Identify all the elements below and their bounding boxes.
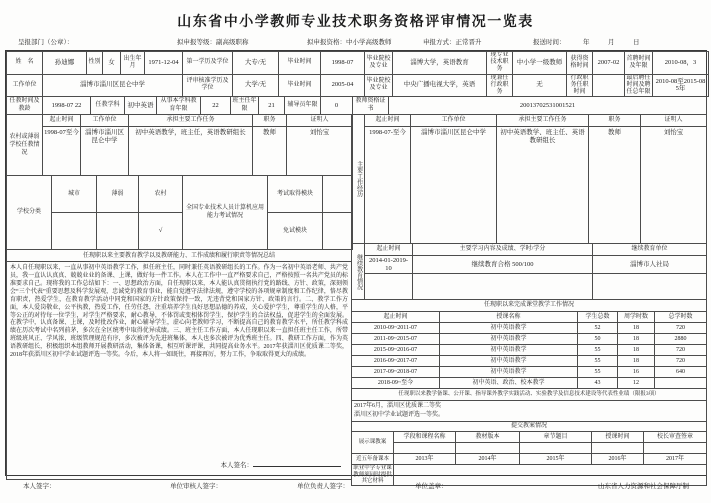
first-hire-label: 首聘时间及年限 (625, 52, 653, 75)
report-dept-label: 呈报部门（公章）： (18, 39, 74, 46)
grad-time2-label: 毕业时间 (279, 74, 321, 97)
year-2014: 2014年 (456, 454, 520, 465)
name-value: 孙迪娜 (43, 52, 87, 75)
birth-label: 出生年月 (121, 52, 145, 75)
lp-col-time: 授课时间 (592, 432, 644, 443)
achievements-header: 任现职以来教学备课、公开课、指导课外教学实践活动、实验教学及信息技术建设等代表性业绩（限报3项） (352, 389, 707, 401)
self-signature-line (221, 460, 342, 469)
main-form (5, 50, 707, 485)
signature-blank (253, 460, 341, 467)
gender-label: 性别 (87, 52, 103, 75)
rural-post: 教师 (253, 127, 287, 176)
approved-degree-value: 大学/无 (233, 74, 279, 97)
college1-value: 淄博大学，英语教育 (393, 52, 487, 75)
wh-period: 1998-07-至今 (365, 127, 411, 244)
lp-col-chapter: 章节题目 (520, 432, 592, 443)
ce-empty-3 (593, 274, 707, 300)
weak-check-cell (97, 213, 139, 250)
meta-row (0, 37, 711, 47)
lp-empty-1 (394, 443, 456, 454)
footer-self-sign: 本人签字： (23, 483, 56, 490)
first-degree-label: 第一学历及学位 (183, 52, 233, 75)
ce-empty-1 (365, 274, 413, 300)
ce-col-period: 起止时间 (365, 244, 413, 256)
first-hire-value: 2010-08，3 (653, 52, 709, 75)
college2-value: 中央广播电视大学，英语 (393, 74, 487, 97)
vocational-label: 职业中学专业课教师须同时提供其它材料 (353, 465, 392, 485)
basic-row-2 (6, 74, 709, 98)
form-panels (6, 114, 706, 485)
lp-empty-5 (644, 443, 707, 454)
counselor-years-label: 辅导员年限 (285, 97, 321, 115)
wh-witness: 刘怡宝 (641, 127, 707, 244)
rural-col-task: 承担主要工作任务 (129, 115, 253, 127)
continuing-ed-section (351, 243, 707, 300)
school-class-rural: 农村 (139, 176, 183, 213)
subject-label: 任教学科 (91, 97, 125, 115)
exam-module-value (323, 176, 353, 213)
footer-made-by: 山东省人力资源和社会保障厅制 (598, 483, 689, 490)
cert-number: 20013702531001521 (389, 97, 707, 115)
declare-qualification: 拟申报资格：中小学高级教师 (307, 39, 392, 46)
achievement-line-2: 淄川区初中学业试题评选一等奖。 (354, 412, 445, 419)
subject-years-label: 从事本学科教育年限 (157, 97, 201, 115)
t-col-period: 起止时间 (352, 312, 440, 323)
grad-time2-value: 2005-04 (321, 74, 365, 97)
year-2015: 2015年 (520, 454, 592, 465)
achievement-line-1: 2017年6月，淄川区优质课二等奖 (354, 403, 442, 410)
wh-col-period: 起止时间 (365, 115, 411, 127)
teaching-row: 2017-09~2018-07 初中英语教学 55 16 640 (352, 367, 707, 378)
headteacher-years-value: 21 (259, 97, 285, 115)
work-unit-label: 工作单位 (7, 74, 43, 97)
approved-degree-label: 评审核准学历及学位 (183, 74, 233, 97)
rural-col-period: 起止时间 (43, 115, 81, 127)
teaching-section (351, 299, 707, 389)
admin-time-value (593, 74, 625, 97)
birth-value: 1971-12-04 (145, 52, 183, 75)
ce-content: 继续教育合格 500/100 (413, 256, 593, 274)
ce-period: 2014-01-2019-10 (365, 256, 413, 274)
exempt-module-value (323, 213, 353, 250)
declare-method: 申报方式：正常晋升 (423, 39, 482, 46)
rural-check-mark: √ (139, 213, 183, 250)
lesson-plans-header: 提交教案情况 (352, 422, 707, 432)
cert-label: 教师资格证书 (353, 97, 389, 115)
achievements-section (351, 388, 707, 422)
teaching-header: 任现职以来完成课堂教学工作情况 (352, 300, 707, 312)
admin-post-label: 现兼任行政职务 (487, 74, 513, 97)
rural-col-post: 职务 (253, 115, 287, 127)
subject-years-value: 22 (201, 97, 231, 115)
lp-col-stage: 学段和课程名称 (394, 432, 456, 443)
counselor-years-value: 0 (321, 97, 353, 115)
left-panel (6, 114, 352, 482)
teach-time-label: 任教时间及教龄 (7, 97, 43, 115)
rural-teaching-section (6, 114, 353, 176)
year-2017: 2017年 (644, 454, 707, 465)
last-hire-value: 2010-08至2015-08 5年 (653, 74, 709, 97)
work-unit-value: 淄博市淄川区昆仑中学 (43, 74, 183, 97)
year-2016: 2016年 (592, 454, 644, 465)
work-history-label: 主要工作经历 (352, 115, 365, 244)
teaching-row: 2018-09~至今 初中英语、政治、校本教学 43 12 (352, 378, 707, 389)
footer-unit-seal: 单位盖章： (415, 483, 448, 490)
lp-col-seal: 校长审查签章 (644, 432, 707, 443)
lp-empty-2 (456, 443, 520, 454)
declare-level: 拟申报等级：副高级职称 (177, 39, 249, 46)
footer-leader-sign: 单位负责人签字： (297, 483, 349, 490)
t-col-course: 授课名称 (440, 312, 578, 323)
rural-unit: 淄博市淄川区昆仑中学 (81, 127, 129, 176)
teaching-row: 2015-09~2016-07 初中英语教学 55 18 720 (352, 345, 707, 356)
teaching-row: 2010-09~2011-07 初中英语教学 52 18 720 (352, 323, 707, 334)
achievements-content (352, 401, 707, 422)
lp-col-textbook: 教材版本 (456, 432, 520, 443)
ce-col-unit: 继续教育单位 (593, 244, 707, 256)
subject-value: 初中英语 (125, 97, 157, 115)
gender-value: 女 (103, 52, 121, 75)
wh-unit: 淄博市淄川区昆仑中学 (411, 127, 497, 244)
rural-section-label: 农村或薄弱学校任教情况 (7, 115, 43, 176)
rural-task: 初中英语教学，班主任，英语教研组长 (129, 127, 253, 176)
right-panel (351, 114, 706, 485)
admin-time-label: 行政职务任职时间 (567, 74, 593, 97)
ce-col-content: 主要学习内容及成绩、学时/学分 (413, 244, 593, 256)
demo-lesson-label: 展示课教案 (352, 432, 394, 454)
school-class-label: 学校分类 (7, 176, 52, 250)
send-time-label: 报送时间： (533, 39, 566, 46)
wh-task: 初中英语教学、班主任、英语教研组长 (497, 127, 589, 244)
self-signature-label: 本人签名： (220, 462, 253, 470)
qual-time-value: 2007-02 (593, 52, 625, 75)
t-col-students: 学生总数 (578, 312, 618, 323)
year-2013: 2013年 (394, 454, 456, 465)
wh-col-task: 承担主要工作任务 (497, 115, 589, 127)
t-col-total: 总学时数 (655, 312, 707, 323)
headteacher-years-label: 班主任年限 (231, 97, 259, 115)
school-class-weak: 薄弱 (97, 176, 139, 213)
college2-label: 毕业院校及专业 (365, 74, 393, 97)
exempt-module-label: 免试模块 (268, 213, 323, 250)
name-label: 姓 名 (7, 52, 43, 75)
teach-time-value: 1998-07 22 (43, 97, 91, 115)
school-class-city: 城市 (52, 176, 97, 213)
wh-post: 教师 (589, 127, 641, 244)
teaching-row: 2011-09~2015-07 初中英语教学 50 18 2880 (352, 334, 707, 345)
city-check-cell (52, 213, 97, 250)
rural-period: 1998-07至今 (43, 127, 81, 176)
grad-time1-label: 毕业时间 (279, 52, 321, 75)
qual-time-label: 获得资格时间 (567, 52, 593, 75)
ce-empty-2 (413, 274, 593, 300)
teaching-row: 2016-09~2017-07 初中英语教学 55 18 720 (352, 356, 707, 367)
current-title-label: 现专业技术职务 (487, 52, 513, 75)
rural-col-unit: 工作单位 (81, 115, 129, 127)
summary-header: 任现职以来主要教育教学以及教研能力、工作成绩和履行职责等情况总结 (7, 250, 351, 262)
page-title: 山东省中小学教师专业技术职务资格评审情况一览表 (177, 15, 534, 30)
wh-col-post: 职务 (589, 115, 641, 127)
ce-unit: 淄博市人社局 (593, 256, 707, 274)
summary-section (6, 249, 352, 480)
basic-row-3 (6, 96, 707, 115)
rural-witness: 刘怡宝 (287, 127, 353, 176)
summary-body: 本人自任现职以来，一直从事初中英语教学工作，担任班主任，同时兼任英语教研组长的工作。作为一名初中英语老师、共产党员，我一直认认真真、兢兢业业的备课、上课，做好每一件工作。本人在工作中一直严格要求自己，严格按照一名共产党员的标准要求自己。现将我的工作总结如下：一、思想政治方面，自任现职以来，本人能认真贯彻执行党的路线、方针、政策，深刻领会“三个代表”重要思想及科学发展观，忠诚党的教育事业，能自觉遵守法律法规，遵守学校的各项规章制度和工作纪律，恪尽教育职责，热爱学生，在教育教学活动中同党和国家的方针政策保持一致，无违背党和国家方针、政策的言行。二、教学工作方面，本人爱岗敬业，公平执教，热爱工作，任劳任怨，注重培养学生良好思想品德的养成，关心爱护学生，尊重学生的人格，平等公正的对待每一位学生，对学生严格要求，耐心教导，不体罚或变相体罚学生，保护学生的合法权益，促进学生的全面发展。在教学中，认真备课、上课，及时批改作业，耐心辅导学生，虚心向老教师学习，不断提高自己的教育教学水平，所任教学科成绩在历次考试中名列前茅，多次在全区统考中取得优异成绩。三、班主任工作方面，本人任现职以来一直担任班主任工作，所带班级班风正、学风浓，班级管理规范有序，多次被评为先进班集体，本人也多次被评为优秀班主任。四、教研工作方面，作为英语教研组长，积极组织本组教师开展教研活动，集体备课，相互听课评课，共同提高业务水平。2017年获淄川区优质课二等奖，2018年获淄川区初中学业试题评选一等奖。今后，本人将一如既往，再接再厉，努力工作，争取取得更大的成绩。 (10, 265, 348, 359)
first-degree-value: 大专/无 (233, 52, 279, 75)
rural-col-witness: 证明人 (287, 115, 353, 127)
college1-label: 毕业院校及专业 (365, 52, 393, 75)
admin-post-value: 无 (513, 74, 567, 97)
wh-col-unit: 工作单位 (411, 115, 497, 127)
basic-row-1 (6, 51, 709, 75)
continuing-ed-label: 继续教育情况 (352, 244, 365, 300)
last-hire-label: 最后聘任时间及聘任总年限 (626, 74, 651, 95)
footer-auditor-sign: 单位审核人签字： (170, 483, 222, 490)
send-date-blanks: 年 月 日 (583, 39, 646, 46)
school-class-section (6, 175, 353, 250)
lp-empty-3 (520, 443, 592, 454)
grad-time1-value: 1998-07 (321, 52, 365, 75)
work-history-section (351, 114, 707, 244)
current-title-value: 中小学一级教师 (513, 52, 567, 75)
computer-exam-label: 全国专业技术人员计算机应用能力考试情况 (183, 176, 268, 250)
t-col-weekly: 周学时数 (618, 312, 655, 323)
lesson-plans-section (351, 421, 707, 486)
wh-col-witness: 证明人 (641, 115, 707, 127)
exam-module-label: 考试取得模块 (268, 176, 323, 213)
lp-empty-4 (592, 443, 644, 454)
notebooks-label: 近五年备课本 (352, 454, 394, 465)
